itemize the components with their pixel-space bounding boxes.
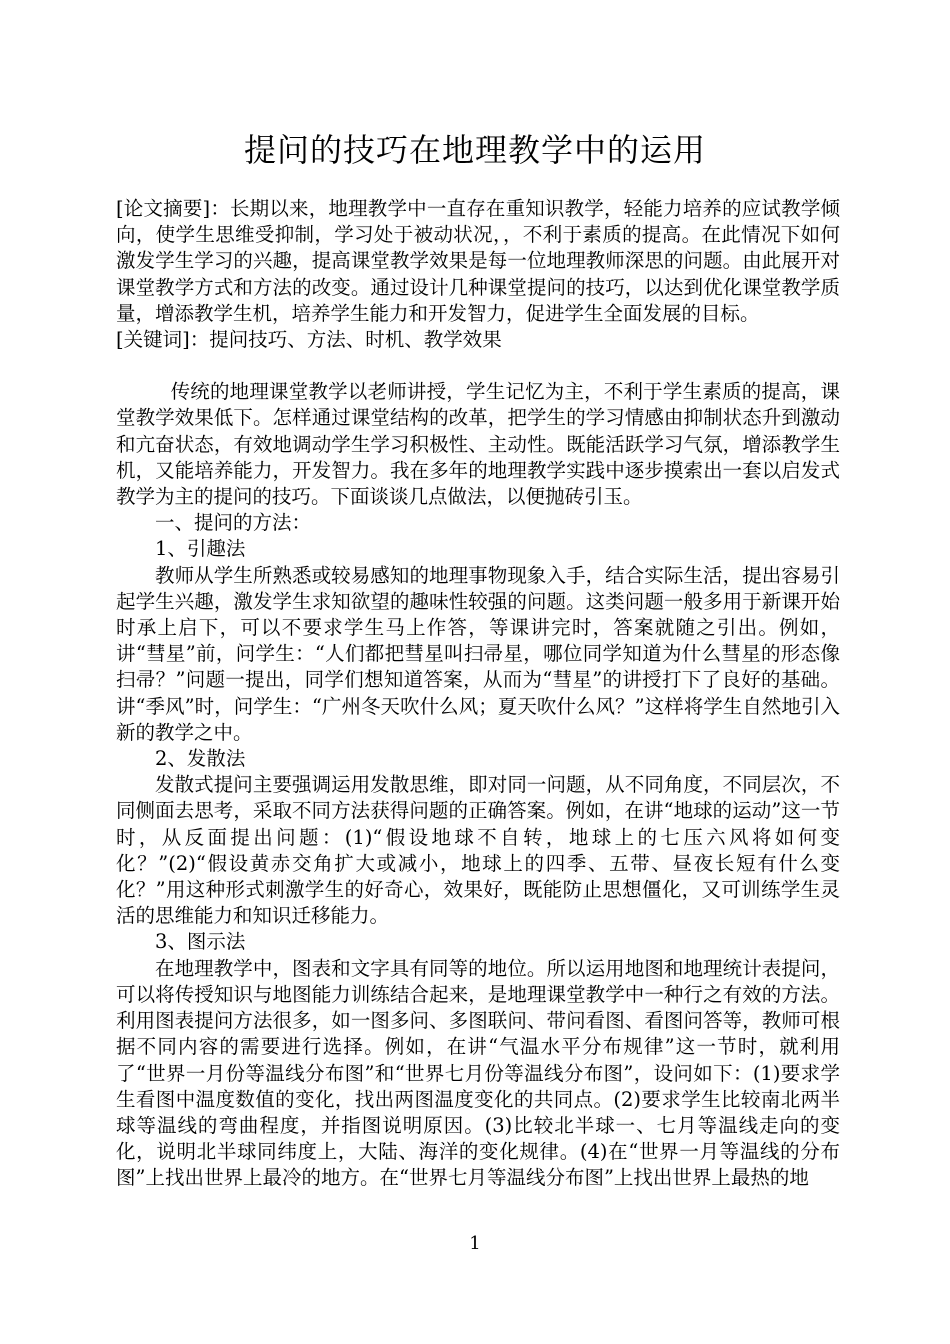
method-heading-interest: 1、引趣法: [155, 537, 246, 561]
document-title: 提问的技巧在地理教学中的运用: [243, 131, 706, 169]
method-body-interest: 教师从学生所熟悉或较易感知的地理事物现象入手，结合实际生活，提出容易引起学生兴趣，激发学生求知欲望的趣味性较强的问题。这类问题一般多用于新课开始时承上启下，可以不要求学生马上作答，等课讲完时，答案就随之引出。例如，讲“彗星”前，问学生：“人们都把彗星叫扫帚星，哪位同学知道为什么彗星的形态像扫帚？”问题一提出，同学们想知道答案，从而为“彗星”的讲授打下了良好的基础。讲“季风”时，问学生：“广州冬天吹什么风；夏天吹什么风？”这样将学生自然地引入新的教学之中。: [116, 563, 840, 744]
method-heading-diagram: 3、图示法: [155, 930, 246, 954]
document-body: [116, 196, 840, 1192]
paragraph-gap: [116, 353, 840, 379]
page-number: 1: [469, 1233, 481, 1254]
method-body-divergent: 发散式提问主要强调运用发散思维，即对同一问题，从不同角度，不同层次，不同侧面去思考，采取不同方法获得问题的正确答案。例如，在讲“地球的运动”这一节时，从反面提出问题：(1)“假设地球不自转，地球上的七压六风将如何变化？”(2)“假设黄赤交角扩大或减小，地球上的四季、五带、昼夜长短有什么变化？”用这种形式刺激学生的好奇心，效果好，既能防止思想僵化，又可训练学生灵活的思维能力和知识迁移能力。: [116, 773, 840, 928]
keywords-line: [关键词]：提问技巧、方法、时机、教学效果: [116, 328, 502, 352]
intro-paragraph: 传统的地理课堂教学以老师讲授，学生记忆为主，不利于学生素质的提高，课堂教学效果低下。怎样通过课堂结构的改革，把学生的学习情感由抑制状态升到激动和亢奋状态，有效地调动学生学习积极性、主动性。既能活跃学习气氛，增添教学生机，又能培养能力，开发智力。我在多年的地理教学实践中逐步摸索出一套以启发式教学为主的提问的技巧。下面谈谈几点做法，以便抛砖引玉。: [116, 380, 840, 509]
abstract-paragraph: [论文摘要]：长期以来，地理教学中一直存在重知识教学，轻能力培养的应试教学倾向，使学生思维受抑制，学习处于被动状况，，不利于素质的提高。在此情况下如何激发学生学习的兴趣，提高课堂教学效果是每一位地理教师深思的问题。由此展开对课堂教学方式和方法的改变。通过设计几种课堂提问的技巧，以达到优化课堂教学质量，增添教学生机，培养学生能力和开发智力，促进学生全面发展的目标。: [116, 197, 840, 325]
method-body-diagram: 在地理教学中，图表和文字具有同等的地位。所以运用地图和地理统计表提问，可以将传授知识与地图能力训练结合起来，是地理课堂教学中一种行之有效的方法。利用图表提问方法很多，如一图多问、多图联问、带问看图、看图问答等，教师可根据不同内容的需要进行选择。例如，在讲“气温水平分布规律”这一节时，就利用了“世界一月份等温线分布图”和“世界七月份等温线分布图”，设问如下：(1)要求学生看图中温度数值的变化，找出两图温度变化的共同点。(2)要求学生比较南北两半球等温线的弯曲程度，并指图说明原因。(3)比较北半球一、七月等温线走向的变化，说明北半球同纬度上，大陆、海洋的变化规律。(4)在“世界一月等温线的分布图”上找出世界上最冷的地方。在“世界七月等温线分布图”上找出世界上最热的地: [116, 956, 840, 1190]
method-heading-divergent: 2、发散法: [155, 747, 246, 771]
section-heading-methods: 一、提问的方法：: [155, 511, 312, 535]
